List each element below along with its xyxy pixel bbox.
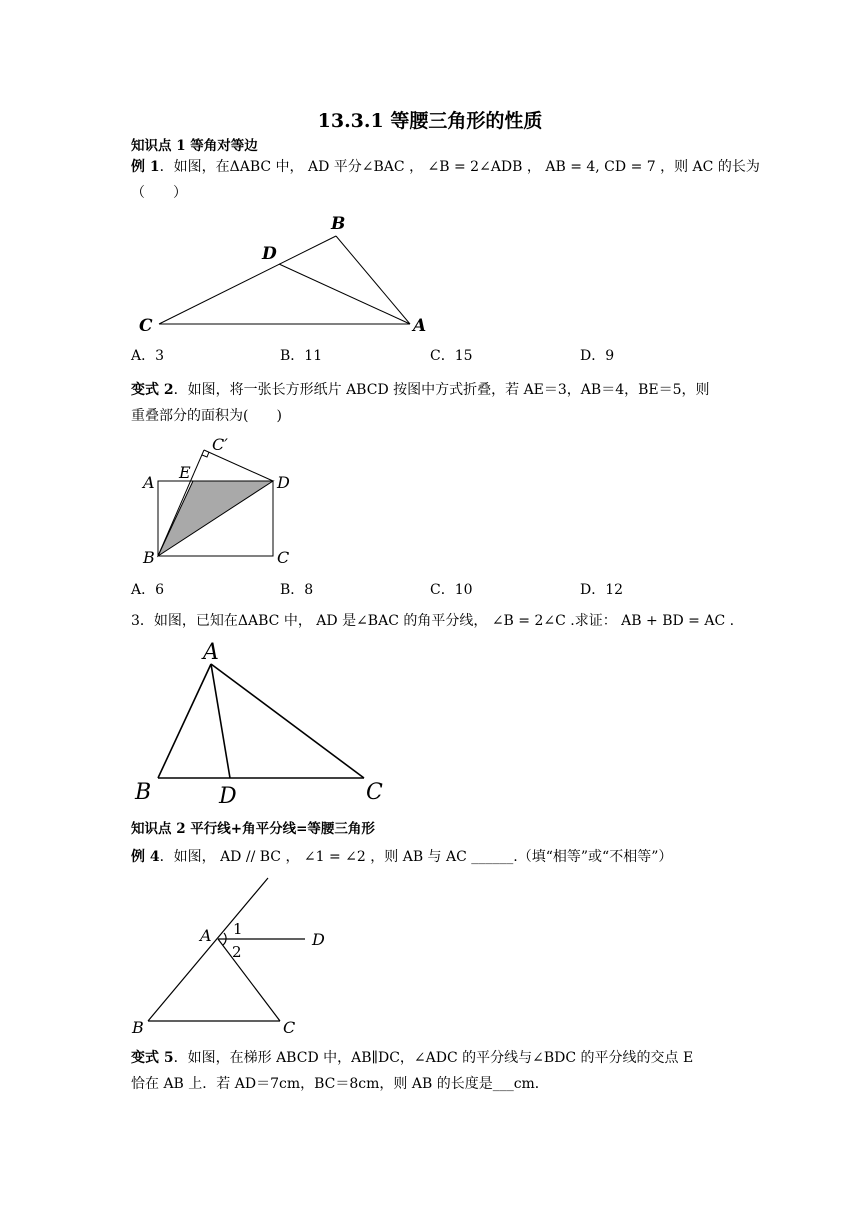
figure-2-label-c-prime: C′ — [212, 435, 228, 454]
figure-1-label-b: B — [331, 214, 346, 234]
figure-4-label-b: B — [132, 1018, 144, 1037]
figure-4-label-d: D — [312, 930, 325, 949]
example-4-text: ．如图， AD // BC ， ∠1 = ∠2 ，则 AB 与 AC ______.（填“相等”或“不相等”） — [159, 849, 673, 865]
figure-2-label-c: C — [277, 548, 290, 567]
example-2-question-line-2: 重叠部分的面积为( ) — [131, 408, 282, 424]
figure-2-label-a: A — [143, 473, 155, 492]
figure-2-label-d: D — [277, 473, 290, 492]
example-5-question-line-1 — [131, 1047, 693, 1067]
figure-4-label-c: C — [283, 1018, 296, 1037]
example-1-option-d: D．9 — [580, 348, 615, 364]
figure-1-label-a: A — [413, 316, 427, 336]
figure-4-angle-2: 2 — [232, 943, 242, 961]
example-1-text: ．如图，在ΔABC 中， AD 平分∠BAC ， ∠B = 2∠ADB ， AB = 4, CD = 7 ，则 AC 的长为 — [159, 159, 760, 175]
knowledge-point-2-heading: 知识点 2 平行线+角平分线=等腰三角形 — [131, 821, 375, 837]
figure-3-label-c: C — [366, 780, 383, 805]
knowledge-point-1-heading: 知识点 1 等角对等边 — [131, 138, 258, 154]
figure-1-label-d: D — [262, 244, 277, 264]
figure-2-folded-rectangle — [158, 450, 273, 556]
example-1-option-b: B．11 — [280, 348, 323, 364]
example-5-text: ．如图，在梯形 ABCD 中，AB∥DC，∠ADC 的平分线与∠BDC 的平分线的交点 E — [173, 1050, 694, 1066]
example-5-question-line-2: 恰在 AB 上．若 AD＝7cm，BC＝8cm，则 AB 的长度是___cm． — [131, 1076, 549, 1092]
figure-3-label-d: D — [219, 784, 237, 809]
example-2-option-d: D．12 — [580, 582, 624, 598]
figure-2-label-e: E — [179, 463, 191, 482]
figure-3-label-b: B — [135, 780, 152, 805]
figure-3-triangle — [158, 664, 364, 778]
figure-1-label-c: C — [139, 316, 153, 336]
figure-4-label-a: A — [200, 926, 212, 945]
page-title: 13.3.1 等腰三角形的性质 — [317, 110, 543, 132]
example-1-answer-blank: （ ） — [131, 185, 187, 201]
example-2-label: 变式 2 — [131, 382, 174, 398]
example-4-label: 例 4 — [131, 849, 160, 865]
figure-1-triangle — [159, 236, 410, 324]
example-2-text: ．如图，将一张长方形纸片 ABCD 按图中方式折叠，若 AE＝3，AB＝4，BE＝5，则 — [173, 382, 710, 398]
example-5-label: 变式 5 — [131, 1050, 174, 1066]
figure-2-label-b: B — [143, 548, 155, 567]
example-2-option-b: B．8 — [280, 582, 314, 598]
example-2-option-c: C．10 — [430, 582, 473, 598]
example-4-question — [131, 846, 672, 866]
example-2-option-a: A．6 — [131, 582, 165, 598]
example-1-option-c: C．15 — [430, 348, 473, 364]
figure-4-angle-1: 1 — [233, 920, 243, 938]
example-1-label: 例 1 — [131, 159, 160, 175]
example-1-option-a: A．3 — [131, 348, 165, 364]
figure-4-parallel-lines — [148, 878, 305, 1021]
figure-3-label-a: A — [203, 640, 219, 665]
example-3-question: 3．如图，已知在ΔABC 中， AD 是∠BAC 的角平分线， ∠B = 2∠C .求证： AB + BD = AC . — [131, 613, 735, 629]
example-2-question-line-1 — [131, 379, 710, 399]
